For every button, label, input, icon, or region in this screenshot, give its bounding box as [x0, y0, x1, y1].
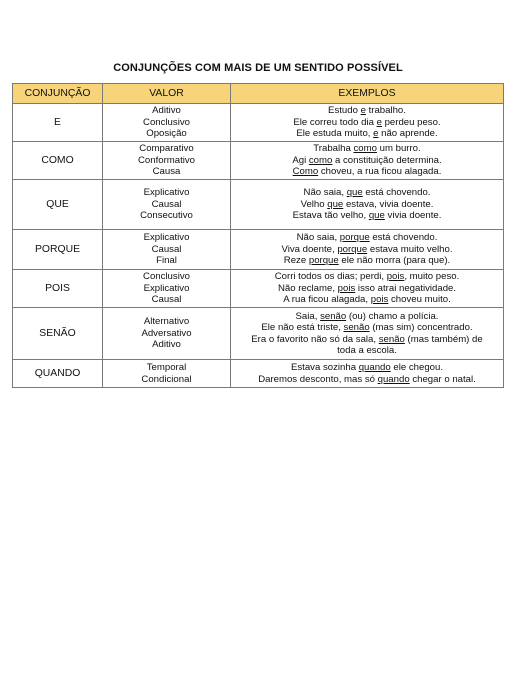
- value-item: Temporal: [146, 362, 187, 374]
- example-sentence: [233, 166, 501, 177]
- example-text: A rua ficou alagada,: [283, 294, 371, 306]
- example-sentence: [233, 105, 501, 116]
- example-text: chegar o natal.: [409, 373, 476, 385]
- table-row: [13, 180, 504, 230]
- examples-cell: [231, 360, 504, 388]
- example-text: toda a escola.: [337, 344, 397, 356]
- value-item: Condicional: [141, 373, 192, 385]
- example-sentence: [233, 199, 501, 210]
- example-text: Viva doente,: [281, 243, 338, 255]
- example-sentence: [233, 210, 501, 221]
- example-text: Estudo: [328, 105, 361, 117]
- highlighted-conjunction: senão: [378, 333, 405, 345]
- highlighted-conjunction: senão: [320, 310, 347, 322]
- value-item: Aditivo: [152, 339, 181, 351]
- conjunction-cell: SENÃO: [13, 308, 103, 360]
- example-text: está chovendo.: [362, 187, 431, 199]
- example-text: não aprende.: [378, 128, 438, 140]
- highlighted-conjunction: pois: [337, 282, 356, 294]
- example-text: Ele correu todo dia: [293, 116, 377, 128]
- example-text: vivia doente.: [384, 210, 442, 222]
- value-cell: [103, 308, 231, 360]
- value-item: Explicativo: [143, 282, 190, 294]
- example-sentence: [233, 232, 501, 243]
- example-sentence: [233, 322, 501, 333]
- example-sentence: [233, 283, 501, 294]
- example-text: ele não morra (para que).: [338, 255, 451, 267]
- value-item: Conclusivo: [143, 116, 190, 128]
- value-item: Final: [156, 255, 177, 267]
- table-row: [13, 104, 504, 142]
- value-cell: [103, 360, 231, 388]
- example-text: Ele não está triste,: [261, 322, 344, 334]
- conjunction-cell: QUE: [13, 180, 103, 230]
- example-text: Trabalha: [313, 143, 354, 155]
- highlighted-conjunction: quando: [377, 373, 410, 385]
- highlighted-conjunction: quando: [358, 362, 391, 374]
- examples-cell: [231, 270, 504, 308]
- example-text: está chovendo.: [369, 232, 438, 244]
- highlighted-conjunction: porque: [337, 243, 368, 255]
- example-text: (mas também) de: [404, 333, 483, 345]
- examples-cell: [231, 308, 504, 360]
- example-text: Não saia,: [296, 232, 340, 244]
- table-header-row: [13, 84, 504, 104]
- value-item: Explicativo: [143, 187, 190, 199]
- value-item: Comparativo: [139, 143, 194, 155]
- example-text: a constituição determina.: [332, 154, 442, 166]
- value-item: Aditivo: [152, 105, 181, 117]
- conjunctions-table: [12, 83, 504, 388]
- highlighted-conjunction: pois: [370, 294, 389, 306]
- value-item: Adversativo: [141, 327, 192, 339]
- value-item: Causal: [151, 294, 182, 306]
- examples-cell: [231, 104, 504, 142]
- example-text: ele chegou.: [390, 362, 444, 374]
- header-valor: VALOR: [103, 84, 231, 104]
- conjunction-cell: POIS: [13, 270, 103, 308]
- page-title: CONJUNÇÕES COM MAIS DE UM SENTIDO POSSÍVEL: [113, 62, 403, 74]
- example-text: choveu, a rua ficou alagada.: [318, 166, 442, 178]
- highlighted-conjunction: que: [327, 198, 344, 210]
- value-cell: [103, 230, 231, 270]
- example-text: Não saia,: [303, 187, 347, 199]
- conjunction-cell: QUANDO: [13, 360, 103, 388]
- example-text: Estava sozinha: [290, 362, 359, 374]
- conjunction-cell: COMO: [13, 142, 103, 180]
- header-exemplos: EXEMPLOS: [231, 84, 504, 104]
- example-sentence: [233, 143, 501, 154]
- example-sentence: [233, 117, 501, 128]
- table-row: [13, 308, 504, 360]
- table-row: [13, 360, 504, 388]
- example-sentence: [233, 255, 501, 266]
- highlighted-conjunction: e: [376, 116, 382, 128]
- example-sentence: [233, 187, 501, 198]
- example-text: trabalho.: [365, 105, 406, 117]
- example-text: isso atrai negatividade.: [355, 282, 457, 294]
- example-text: Saia,: [295, 310, 321, 322]
- example-sentence: [233, 311, 501, 322]
- table-row: [13, 270, 504, 308]
- example-text: (mas sim) concentrado.: [369, 322, 473, 334]
- value-item: Oposição: [146, 128, 187, 140]
- example-sentence: [233, 271, 501, 282]
- example-text: estava, vivia doente.: [343, 198, 434, 210]
- example-text: Daremos desconto, mas só: [258, 373, 378, 385]
- value-item: Consecutivo: [140, 210, 193, 222]
- example-text: choveu muito.: [388, 294, 451, 306]
- table-row: [13, 142, 504, 180]
- value-item: Causal: [151, 243, 182, 255]
- highlighted-conjunction: pois: [386, 271, 405, 283]
- value-cell: [103, 270, 231, 308]
- example-sentence: [233, 244, 501, 255]
- highlighted-conjunction: como: [353, 143, 377, 155]
- header-conjuncao: CONJUNÇÃO: [13, 84, 103, 104]
- example-sentence: [233, 374, 501, 385]
- conjunction-cell: E: [13, 104, 103, 142]
- example-text: Corri todos os dias; perdi,: [274, 271, 387, 283]
- conjunction-cell: PORQUE: [13, 230, 103, 270]
- examples-cell: [231, 142, 504, 180]
- value-item: Causa: [152, 166, 181, 178]
- highlighted-conjunction: senão: [343, 322, 370, 334]
- example-text: Reze: [283, 255, 309, 267]
- example-text: perdeu peso.: [381, 116, 441, 128]
- example-sentence: [233, 128, 501, 139]
- example-text: um burro.: [376, 143, 421, 155]
- example-text: Estava tão velho,: [292, 210, 369, 222]
- highlighted-conjunction: e: [360, 105, 366, 117]
- value-cell: [103, 104, 231, 142]
- example-text: estava muito velho.: [367, 243, 453, 255]
- highlighted-conjunction: que: [346, 187, 363, 199]
- highlighted-conjunction: porque: [308, 255, 339, 267]
- table-row: [13, 230, 504, 270]
- example-sentence: [233, 155, 501, 166]
- highlighted-conjunction: que: [368, 210, 385, 222]
- value-cell: [103, 180, 231, 230]
- example-sentence: [233, 294, 501, 305]
- highlighted-conjunction: e: [373, 128, 379, 140]
- value-item: Conformativo: [137, 154, 196, 166]
- highlighted-conjunction: como: [308, 154, 333, 166]
- example-sentence: [233, 334, 501, 345]
- example-text: Ele estuda muito,: [296, 128, 374, 140]
- value-cell: [103, 142, 231, 180]
- value-item: Explicativo: [143, 232, 190, 244]
- value-item: Causal: [151, 198, 182, 210]
- example-text: Era o favorito não só da sala,: [251, 333, 379, 345]
- value-item: Conclusivo: [143, 271, 190, 283]
- example-sentence: [233, 345, 501, 356]
- value-item: Alternativo: [143, 316, 190, 328]
- example-sentence: [233, 362, 501, 373]
- example-text: (ou) chamo a polícia.: [346, 310, 439, 322]
- example-text: Não reclame,: [277, 282, 338, 294]
- example-text: Velho: [300, 198, 328, 210]
- examples-cell: [231, 180, 504, 230]
- example-text: , muito peso.: [404, 271, 460, 283]
- highlighted-conjunction: Como: [292, 166, 319, 178]
- example-text: Agi: [292, 154, 309, 166]
- examples-cell: [231, 230, 504, 270]
- highlighted-conjunction: porque: [339, 232, 370, 244]
